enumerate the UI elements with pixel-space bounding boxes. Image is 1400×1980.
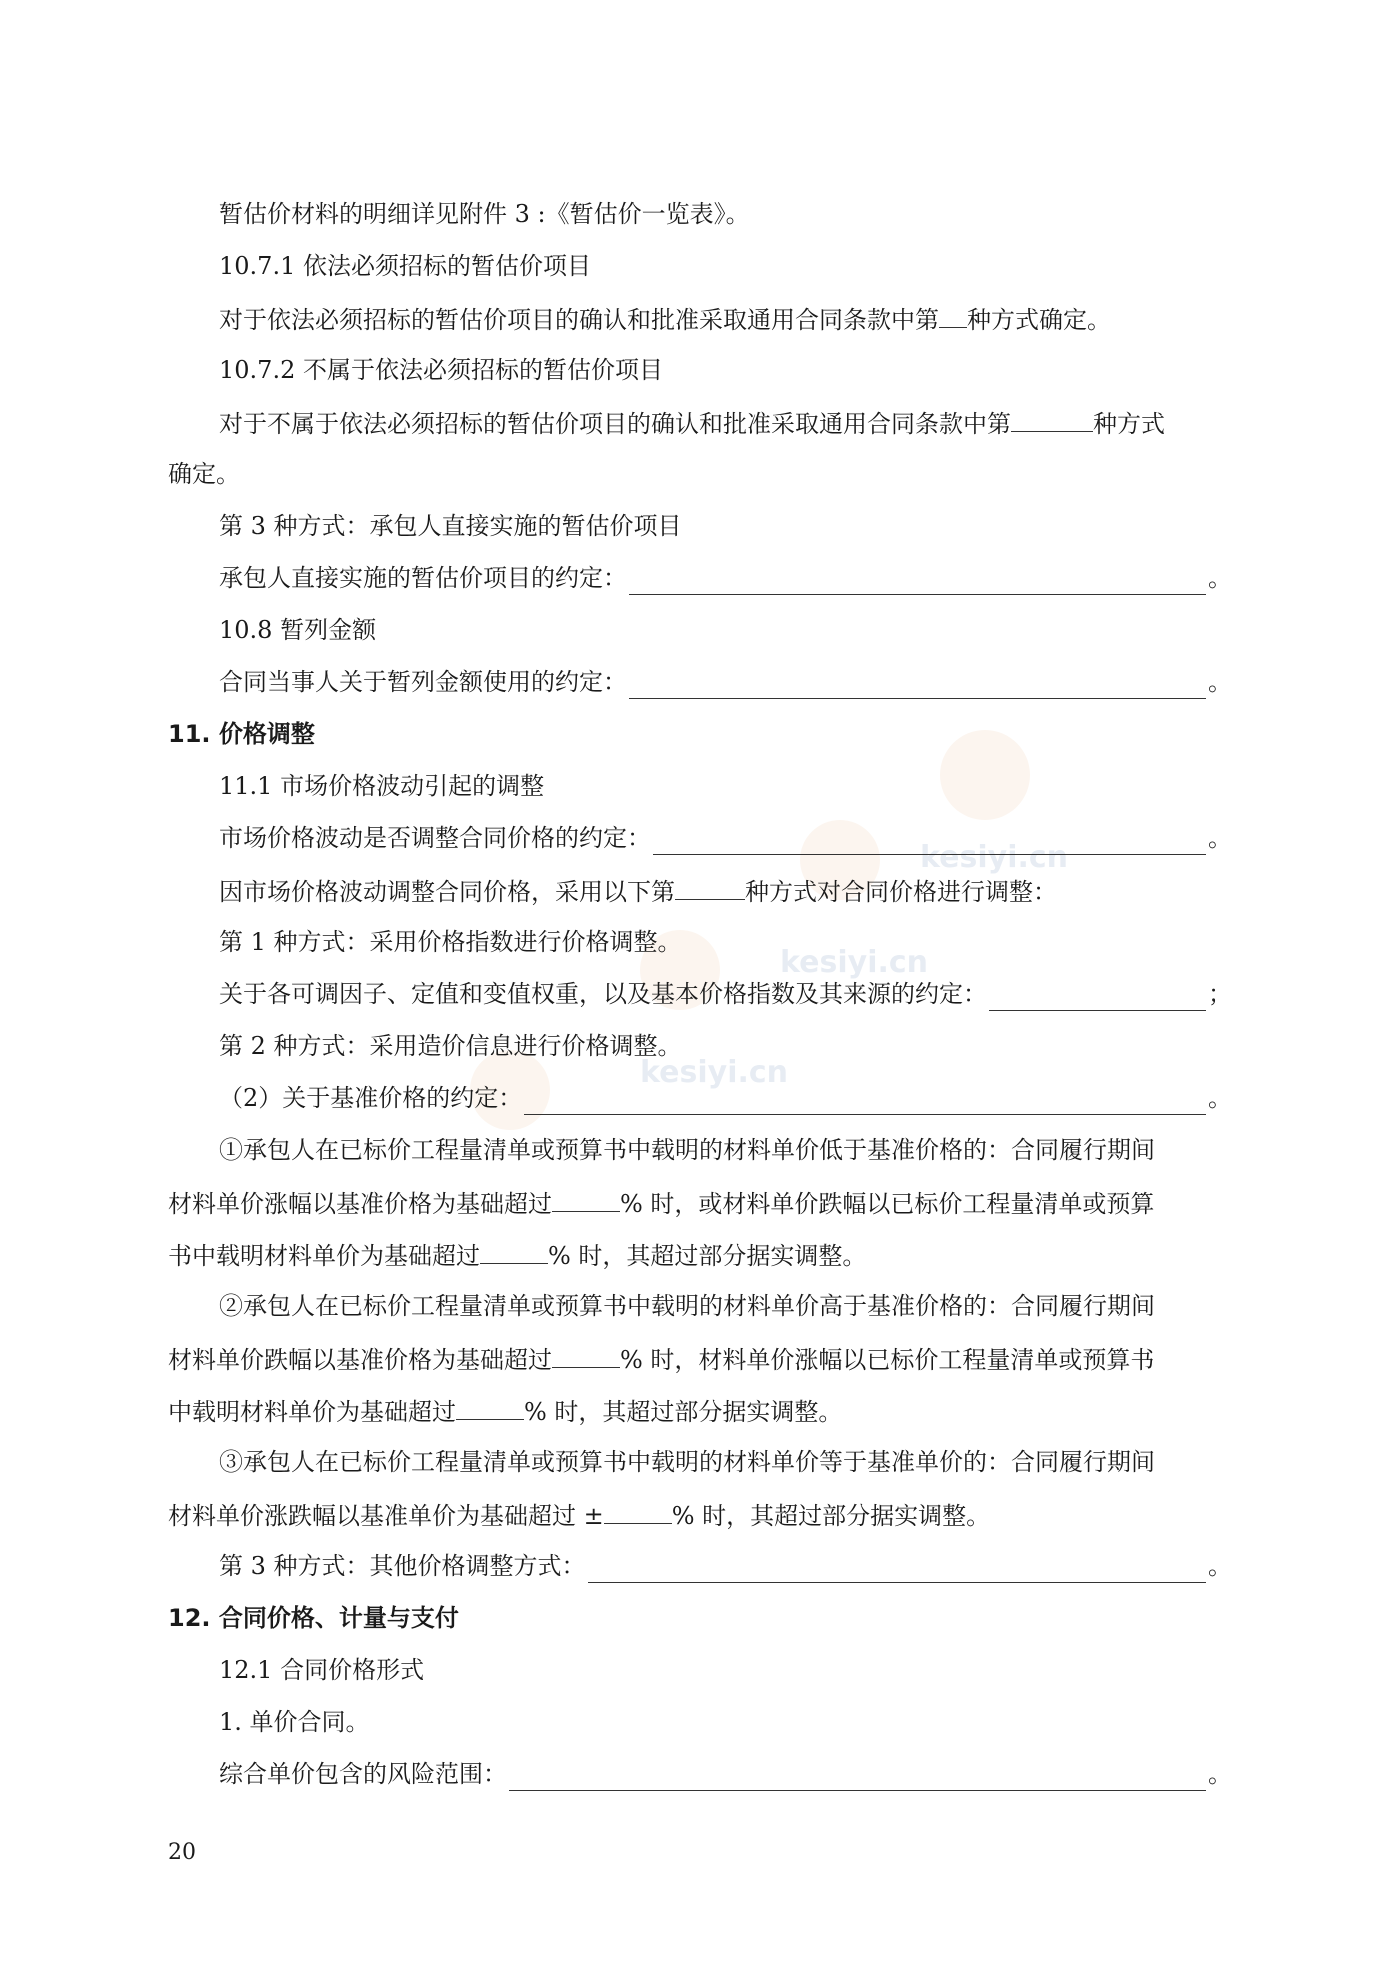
paragraph: 对于依法必须招标的暂估价项目的确认和批准采取通用合同条款中第 种方式确定。	[0, 301, 1400, 337]
blank-field[interactable]	[653, 828, 1206, 855]
agreement-line: 合同当事人关于暂列金额使用的约定： 。	[0, 665, 1400, 699]
paragraph: 材料单价跌幅以基准价格为基础超过 % 时，材料单价涨幅以已标价工程量清单或预算书	[0, 1341, 1400, 1377]
agreement-line: 市场价格波动是否调整合同价格的约定： 。	[0, 821, 1400, 855]
blank-field[interactable]	[552, 1341, 620, 1368]
paragraph: 第 1 种方式：采用价格指数进行价格调整。	[219, 928, 682, 956]
agreement-line: 关于各可调因子、定值和变值权重，以及基本价格指数及其来源的约定： ；	[0, 977, 1400, 1011]
paragraph: ③承包人在已标价工程量清单或预算书中载明的材料单价等于基准单价的：合同履行期间	[219, 1448, 1155, 1476]
agreement-line: 第 3 种方式：其他价格调整方式： 。	[0, 1549, 1400, 1583]
paragraph: 材料单价涨幅以基准价格为基础超过 % 时，或材料单价跌幅以已标价工程量清单或预算	[0, 1185, 1400, 1221]
paragraph: 中载明材料单价为基础超过 % 时，其超过部分据实调整。	[0, 1393, 1400, 1429]
watermark-text: kesiyi.cn	[920, 840, 1069, 875]
watermark-text: kesiyi.cn	[640, 1055, 789, 1090]
chapter-heading: 12. 合同价格、计量与支付	[168, 1604, 459, 1632]
blank-field[interactable]	[629, 672, 1206, 699]
watermark-text: kesiyi.cn	[780, 945, 929, 980]
blank-field[interactable]	[524, 1088, 1206, 1115]
section-heading: 10.7.1 依法必须招标的暂估价项目	[219, 252, 591, 280]
paragraph: 因市场价格波动调整合同价格，采用以下第 种方式对合同价格进行调整：	[0, 873, 1400, 909]
paragraph: ②承包人在已标价工程量清单或预算书中载明的材料单价高于基准价格的：合同履行期间	[219, 1292, 1155, 1320]
paragraph: 1. 单价合同。	[219, 1708, 370, 1736]
page-number: 20	[168, 1840, 196, 1865]
blank-field[interactable]	[456, 1393, 524, 1420]
paragraph: 书中载明材料单价为基础超过 % 时，其超过部分据实调整。	[0, 1237, 1400, 1273]
paragraph: 第 2 种方式：采用造价信息进行价格调整。	[219, 1032, 682, 1060]
blank-field[interactable]	[675, 873, 745, 900]
section-heading: 10.8 暂列金额	[219, 616, 377, 644]
section-heading: 11.1 市场价格波动引起的调整	[219, 772, 545, 800]
blank-field[interactable]	[939, 301, 967, 328]
blank-field[interactable]	[629, 568, 1206, 595]
blank-field[interactable]	[552, 1185, 620, 1212]
blank-field[interactable]	[480, 1237, 548, 1264]
paragraph: 确定。	[168, 460, 240, 488]
paragraph: ①承包人在已标价工程量清单或预算书中载明的材料单价低于基准价格的：合同履行期间	[219, 1136, 1155, 1164]
blank-field[interactable]	[509, 1764, 1206, 1791]
section-heading: 10.7.2 不属于依法必须招标的暂估价项目	[219, 356, 663, 384]
paragraph: 材料单价涨跌幅以基准单价为基础超过 ± % 时，其超过部分据实调整。	[0, 1497, 1400, 1533]
paragraph: 暂估价材料的明细详见附件 3 :《暂估价一览表》。	[219, 200, 750, 228]
agreement-line: 承包人直接实施的暂估价项目的约定： 。	[0, 561, 1400, 595]
paragraph: 第 3 种方式：承包人直接实施的暂估价项目	[219, 512, 682, 540]
section-heading: 12.1 合同价格形式	[219, 1656, 425, 1684]
agreement-line: 综合单价包含的风险范围： 。	[0, 1757, 1400, 1791]
paragraph: 对于不属于依法必须招标的暂估价项目的确认和批准采取通用合同条款中第 种方式	[0, 405, 1400, 441]
chapter-heading: 11. 价格调整	[168, 720, 315, 748]
blank-field[interactable]	[588, 1556, 1206, 1583]
blank-field[interactable]	[604, 1497, 672, 1524]
agreement-line: （2）关于基准价格的约定： 。	[0, 1081, 1400, 1115]
blank-field[interactable]	[989, 984, 1206, 1011]
blank-field[interactable]	[1011, 405, 1093, 432]
